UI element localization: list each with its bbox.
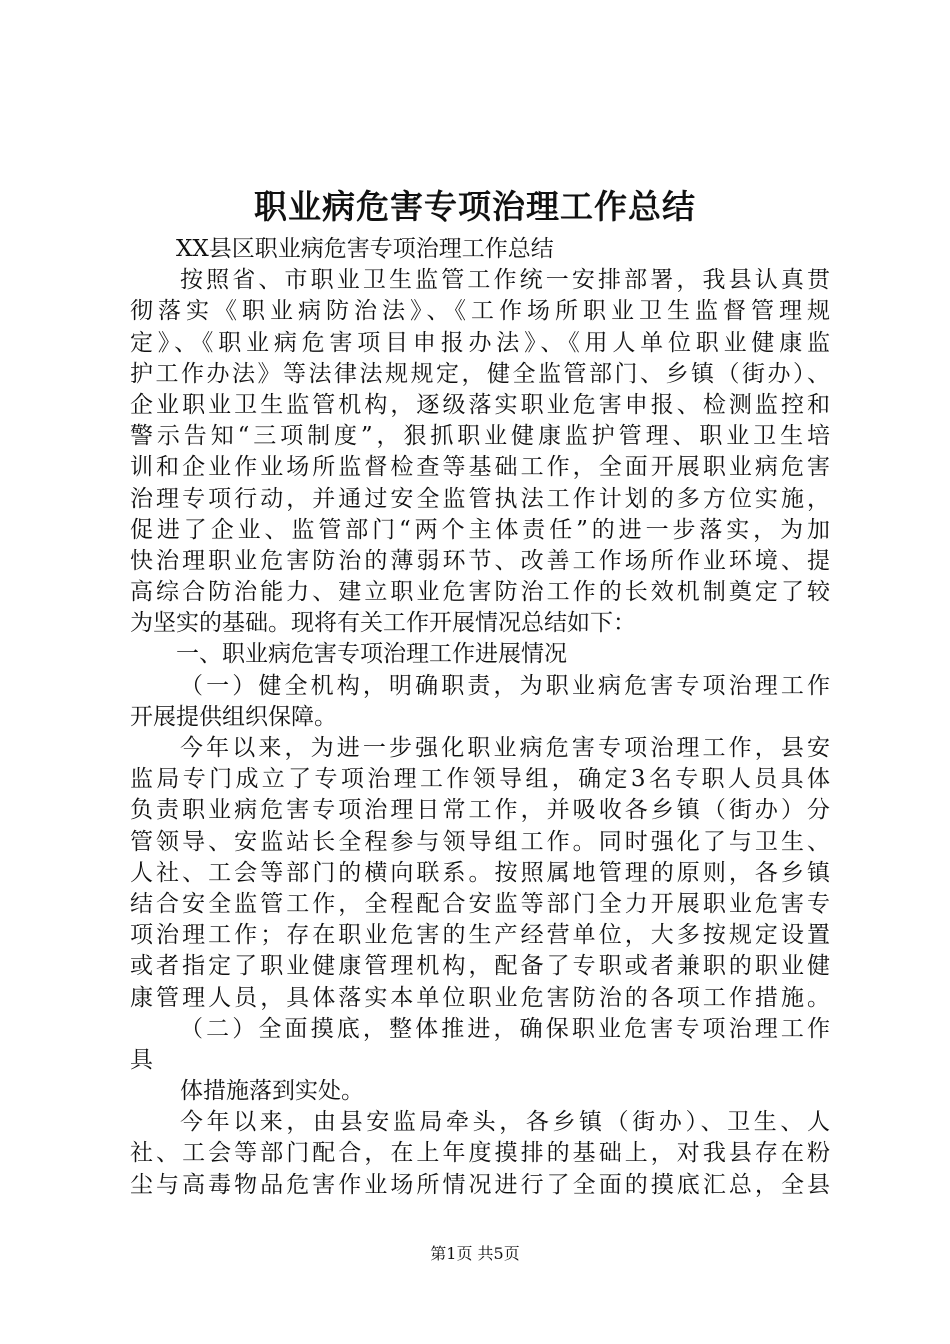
paragraph-line: 管领导、安监站长全程参与领导组工作。同时强化了与卫生、 xyxy=(130,828,830,855)
paragraph-line: 高综合防治能力、建立职业危害防治工作的长效机制奠定了较 xyxy=(130,579,830,606)
document-body xyxy=(130,234,830,1201)
paragraph-line: 项治理工作；存在职业危害的生产经营单位，大多按规定设置 xyxy=(130,922,830,949)
paragraph-line: 尘与高毒物品危害作业场所情况进行了全面的摸底汇总，全县 xyxy=(130,1171,830,1198)
paragraph-line: 或者指定了职业健康管理机构，配备了专职或者兼职的职业健 xyxy=(130,953,830,980)
paragraph-line: 按照省、市职业卫生监管工作统一安排部署，我县认真贯 xyxy=(180,267,830,294)
paragraph-line: 快治理职业危害防治的薄弱环节、改善工作场所作业环境、提 xyxy=(130,547,830,574)
paragraph-line: 警示告知“三项制度”，狠抓职业健康监护管理、职业卫生培 xyxy=(130,423,830,450)
paragraph-line: 今年以来，由县安监局牵头，各乡镇（街办）、卫生、人 xyxy=(180,1109,830,1136)
subsection-heading: （一）健全机构，明确职责，为职业病危害专项治理工作 xyxy=(180,672,830,699)
paragraph-line: 护工作办法》等法律法规规定，健全监管部门、乡镇（街办）、 xyxy=(130,360,830,387)
paragraph-line: 结合安全监管工作，全程配合安监等部门全力开展职业危害专 xyxy=(130,890,830,917)
paragraph-line: 治理专项行动，并通过安全监管执法工作计划的多方位实施， xyxy=(130,485,830,512)
subsection-heading: （二）全面摸底，整体推进，确保职业危害专项治理工作 xyxy=(180,1015,830,1042)
paragraph-line: 彻落实《职业病防治法》、《工作场所职业卫生监督管理规 xyxy=(130,298,830,325)
page-number-footer: 第1页 共5页 xyxy=(430,1244,520,1263)
document-title: 职业病危害专项治理工作总结 xyxy=(254,187,696,226)
paragraph-line: 监局专门成立了专项治理工作领导组，确定3名专职人员具体 xyxy=(130,766,830,793)
paragraph-line: 为坚实的基础。现将有关工作开展情况总结如下： xyxy=(130,610,636,637)
paragraph-line: 负责职业病危害专项治理日常工作，并吸收各乡镇（街办）分 xyxy=(130,797,830,824)
subsection-heading-cont: 体措施落到实处。 xyxy=(180,1078,364,1105)
paragraph-line: 康管理人员，具体落实本单位职业危害防治的各项工作措施。 xyxy=(130,984,830,1011)
paragraph-line: 促进了企业、监管部门“两个主体责任”的进一步落实，为加 xyxy=(130,516,830,543)
paragraph-line: 社、工会等部门配合，在上年度摸排的基础上，对我县存在粉 xyxy=(130,1140,830,1167)
paragraph-line: 定》、《职业病危害项目申报办法》、《用人单位职业健康监 xyxy=(130,329,830,356)
paragraph-line: 企业职业卫生监管机构，逐级落实职业危害申报、检测监控和 xyxy=(130,391,830,418)
subtitle-line: XX县区职业病危害专项治理工作总结 xyxy=(176,236,554,262)
section-heading: 一、职业病危害专项治理工作进展情况 xyxy=(176,641,567,668)
subsection-heading-cont: 具 xyxy=(130,1046,153,1073)
paragraph-line: 训和企业作业场所监督检查等基础工作，全面开展职业病危害 xyxy=(130,454,830,481)
subsection-heading-cont: 开展提供组织保障。 xyxy=(130,703,337,730)
paragraph-line: 今年以来，为进一步强化职业病危害专项治理工作，县安 xyxy=(180,735,830,761)
paragraph-line: 人社、工会等部门的横向联系。按照属地管理的原则，各乡镇 xyxy=(130,859,830,886)
